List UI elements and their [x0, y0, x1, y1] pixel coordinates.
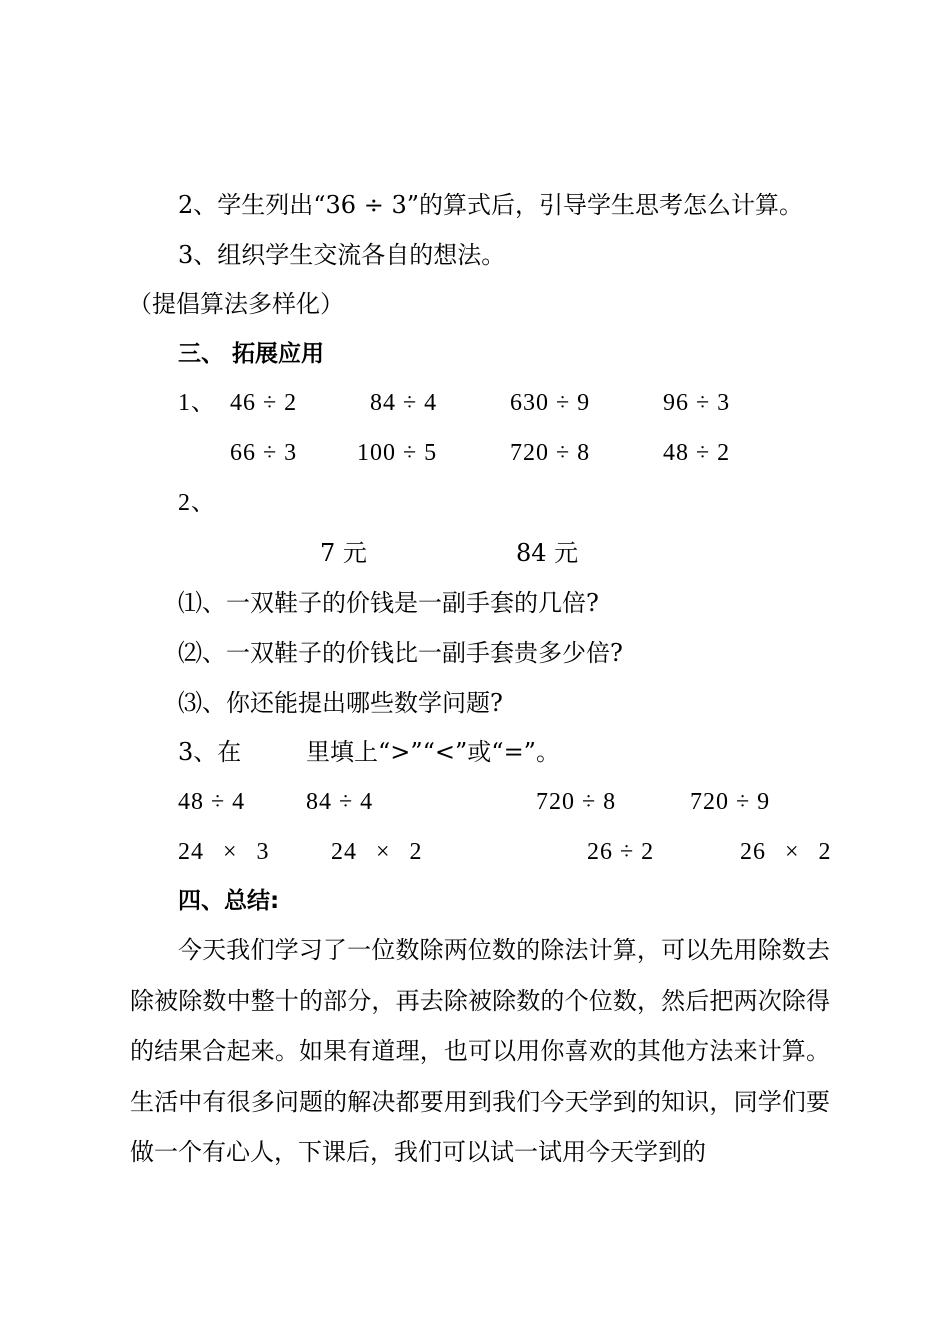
q1-expression: 48 ÷ 2	[663, 440, 731, 466]
q3-expression: 720 ÷ 9	[690, 789, 771, 815]
step-2-text: 2、学生列出“36 ÷ 3”的算式后，引导学生思考怎么计算。	[178, 191, 803, 219]
glove-price: 7 元	[320, 539, 367, 567]
q1-expression: 720 ÷ 8	[510, 440, 591, 466]
section-3-heading: 三、 拓展应用	[178, 341, 325, 367]
shoe-price: 84 元	[516, 539, 579, 567]
q2-sub-question-3: ⑶、你还能提出哪些数学问题?	[178, 689, 503, 717]
q3-expression: 84 ÷ 4	[306, 789, 374, 815]
q3-expression: 48 ÷ 4	[178, 789, 246, 815]
q3-label: 3、在	[178, 738, 242, 766]
q2-label: 2、	[178, 490, 216, 516]
q3-expression: 24 × 2	[331, 839, 423, 865]
q1-expression: 84 ÷ 4	[370, 390, 438, 416]
q1-expression: 46 ÷ 2	[230, 390, 298, 416]
q1-label: 1、	[178, 390, 216, 416]
q3-instruction: 里填上“>”“<”或“=”。	[306, 738, 560, 766]
q1-expression: 96 ÷ 3	[663, 390, 731, 416]
q3-expression: 24 × 3	[178, 839, 270, 865]
q3-expression: 26 ÷ 2	[587, 839, 655, 865]
step-3-text: 3、组织学生交流各自的想法。	[178, 241, 506, 269]
q2-sub-question-1: ⑴、一双鞋子的价钱是一副手套的几倍?	[178, 589, 599, 617]
q1-expression: 630 ÷ 9	[510, 390, 591, 416]
summary-paragraph: 今天我们学习了一位数除两位数的除法计算，可以先用除数去除被除数中整十的部分，再去除被除数的个位数，然后把两次除得的结果合起来。如果有道理，也可以用你喜欢的其他方法来计算。生活中有很多问题的解决都要用到我们今天学到的知识，同学们要做一个有心人，下课后，我们可以试一试用今天学到的	[130, 936, 830, 1166]
q2-sub-question-2: ⑵、一双鞋子的价钱比一副手套贵多少倍?	[178, 639, 623, 667]
q3-expression: 720 ÷ 8	[536, 789, 617, 815]
q1-expression: 100 ÷ 5	[357, 440, 438, 466]
q1-expression: 66 ÷ 3	[230, 440, 298, 466]
algorithm-note: （提倡算法多样化）	[128, 290, 344, 318]
section-4-heading: 四、总结:	[178, 888, 280, 914]
q3-expression: 26 × 2	[740, 839, 832, 865]
